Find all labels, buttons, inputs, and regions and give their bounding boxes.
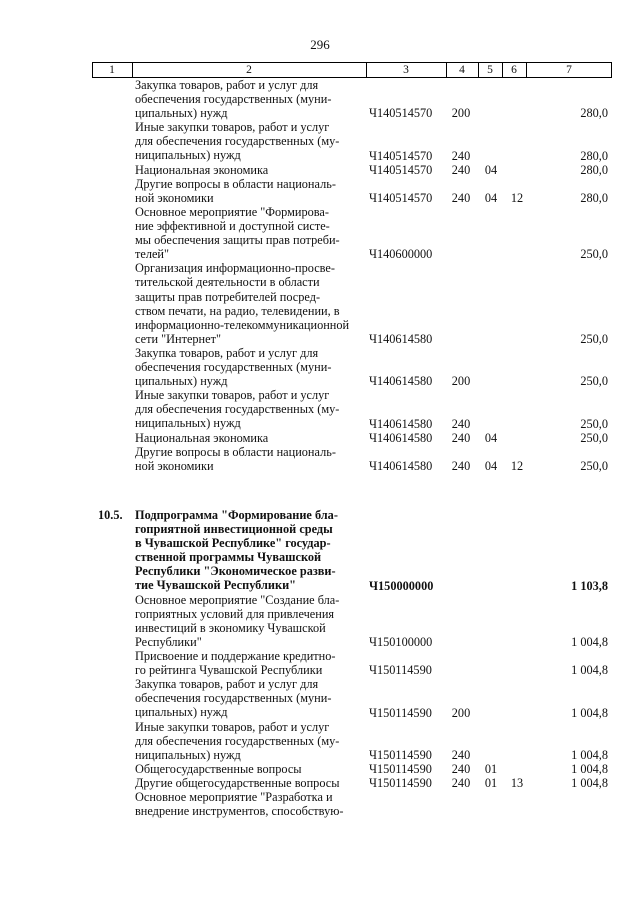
expense-type: 200 xyxy=(451,106,471,121)
row-values xyxy=(0,579,640,593)
row-values xyxy=(0,748,640,762)
header-col-1: 1 xyxy=(109,64,115,76)
row-name-line: ством печати, на радио, телевидении, в xyxy=(135,303,340,318)
target-article-code: Ч140514570 xyxy=(369,106,433,121)
table-row xyxy=(0,649,640,677)
row-name-line: ципальных) нужд xyxy=(135,374,228,389)
row-name-line: в Чувашской Республике" государ- xyxy=(135,536,331,551)
row-name-line: Присвоение и поддержание кредитно- xyxy=(135,649,336,663)
table-row xyxy=(0,163,640,177)
expense-type: 240 xyxy=(451,416,471,431)
section-code: 01 xyxy=(484,761,498,776)
row-values xyxy=(0,106,640,120)
row-name-line: Закупка товаров, работ и услуг для xyxy=(135,677,319,692)
row-name-line: Подпрограмма "Формирование бла- xyxy=(135,508,338,522)
target-article-code: Ч150114590 xyxy=(369,747,432,762)
section-code: 04 xyxy=(484,458,498,473)
row-name-line: для обеспечения государственных (му- xyxy=(135,733,340,748)
row-name-line: Другие вопросы в области националь- xyxy=(135,444,336,459)
target-article-code: Ч150114590 xyxy=(369,663,432,678)
row-name-line: Национальная экономика xyxy=(135,430,269,445)
row-name-line: обеспечения государственных (муни- xyxy=(135,92,332,107)
table-row xyxy=(0,431,640,445)
row-values xyxy=(0,762,640,776)
amount: 1 004,8 xyxy=(571,747,608,762)
row-name-line: Закупка товаров, работ и услуг для xyxy=(135,78,319,92)
amount: 250,0 xyxy=(580,458,608,473)
target-article-code: Ч140614580 xyxy=(369,331,433,346)
target-article-code: Ч140614580 xyxy=(369,458,433,473)
amount: 1 103,8 xyxy=(571,578,608,593)
target-article-code: Ч140600000 xyxy=(369,247,433,262)
row-name-line: Иные закупки товаров, работ и услуг xyxy=(135,388,330,403)
header-col-3: 3 xyxy=(403,64,409,76)
target-article-code: Ч150100000 xyxy=(369,634,433,649)
row-name-line: Республики" xyxy=(135,634,202,649)
row-values xyxy=(0,332,640,346)
row-name-line: сети "Интернет" xyxy=(135,331,221,346)
expense-type: 240 xyxy=(451,430,471,445)
table-row xyxy=(0,78,640,120)
header-col-4: 4 xyxy=(459,64,465,76)
table-row xyxy=(0,508,640,593)
amount: 1 004,8 xyxy=(571,634,608,649)
row-name-line: Закупка товаров, работ и услуг для xyxy=(135,346,319,360)
table-row xyxy=(0,720,640,762)
expense-type: 240 xyxy=(451,776,471,790)
table-row xyxy=(0,388,640,430)
row-name-line: ниципальных) нужд xyxy=(135,416,241,431)
target-article-code: Ч140514570 xyxy=(369,162,433,177)
header-col-2: 2 xyxy=(246,64,252,76)
header-col-6: 6 xyxy=(511,64,517,76)
row-name-line: инвестиций в экономику Чувашской xyxy=(135,620,326,635)
target-article-code: Ч150000000 xyxy=(369,578,434,593)
expense-type: 240 xyxy=(451,458,471,473)
table-row xyxy=(0,261,640,346)
row-name-line: ниципальных) нужд xyxy=(135,148,241,163)
row-values xyxy=(0,163,640,177)
section-code: 04 xyxy=(484,430,498,445)
subsection-code: 13 xyxy=(510,776,524,790)
row-name-line: ние эффективной и доступной систе- xyxy=(135,219,330,234)
row-values xyxy=(0,635,640,649)
table-row xyxy=(0,205,640,261)
amount: 1 004,8 xyxy=(571,776,608,790)
amount: 250,0 xyxy=(580,331,608,346)
target-article-code: Ч140514570 xyxy=(369,190,433,205)
table-row xyxy=(0,762,640,776)
row-name-line: Республики "Экономическое разви- xyxy=(135,564,336,579)
row-name-line: для обеспечения государственных (му- xyxy=(135,402,340,417)
expense-type: 240 xyxy=(451,747,471,762)
amount: 280,0 xyxy=(580,148,608,163)
row-values xyxy=(0,804,640,818)
row-values xyxy=(0,706,640,720)
amount: 1 004,8 xyxy=(571,761,608,776)
row-name-line: Иные закупки товаров, работ и услуг xyxy=(135,120,330,135)
row-name-line: ципальных) нужд xyxy=(135,106,228,121)
table-row xyxy=(0,790,640,818)
row-values xyxy=(0,459,640,473)
row-name-line: обеспечения государственных (муни- xyxy=(135,691,332,706)
row-name-line: ственной программы Чувашской xyxy=(135,550,322,565)
header-col-5: 5 xyxy=(487,64,493,76)
expense-type: 240 xyxy=(451,148,471,163)
expense-type: 200 xyxy=(451,374,471,389)
table-row xyxy=(0,445,640,473)
row-name-line: ной экономики xyxy=(135,458,214,473)
row-name-line: мы обеспечения защиты прав потреби- xyxy=(135,233,340,248)
amount: 280,0 xyxy=(580,190,608,205)
row-name-line: защиты прав потребителей посред- xyxy=(135,289,321,304)
section-code: 04 xyxy=(484,190,498,205)
amount: 250,0 xyxy=(580,430,608,445)
row-name-line: обеспечения государственных (муни- xyxy=(135,360,332,375)
row-number: 10.5. xyxy=(98,508,123,522)
expense-type: 200 xyxy=(451,705,471,720)
row-name-line: го рейтинга Чувашской Республики xyxy=(135,663,323,678)
row-values xyxy=(0,374,640,388)
row-values xyxy=(0,149,640,163)
row-name-line: Основное мероприятие "Создание бла- xyxy=(135,592,340,607)
row-name-line: Другие общегосударственные вопросы xyxy=(135,776,340,790)
row-name-line: ной экономики xyxy=(135,190,214,205)
subsection-code: 12 xyxy=(510,458,524,473)
table-row xyxy=(0,677,640,719)
row-name-line: Основное мероприятие "Разработка и xyxy=(135,790,333,805)
row-name-line: гоприятных условий для привлечения xyxy=(135,606,335,621)
row-name-line: телей" xyxy=(135,247,170,262)
header-col-7: 7 xyxy=(566,64,572,76)
target-article-code: Ч140614580 xyxy=(369,416,433,431)
row-name-line: гоприятной инвестиционной среды xyxy=(135,522,333,537)
target-article-code: Ч150114590 xyxy=(369,776,432,790)
row-name-line: внедрение инструментов, способствую- xyxy=(135,804,344,819)
row-values xyxy=(0,431,640,445)
section-code: 01 xyxy=(484,776,498,790)
row-name-line: Другие вопросы в области националь- xyxy=(135,176,336,191)
expense-type: 240 xyxy=(451,162,471,177)
row-name-line: тительской деятельности в области xyxy=(135,275,320,290)
target-article-code: Ч140614580 xyxy=(369,430,433,445)
row-name-line: ниципальных) нужд xyxy=(135,747,241,762)
row-name-line: Основное мероприятие "Формирова- xyxy=(135,205,329,219)
row-values xyxy=(0,663,640,677)
table-row xyxy=(0,177,640,205)
section-code: 04 xyxy=(484,162,498,177)
subsection-code: 12 xyxy=(510,190,524,205)
row-values xyxy=(0,191,640,205)
table-header xyxy=(92,62,612,78)
target-article-code: Ч150114590 xyxy=(369,761,432,776)
table-row xyxy=(0,346,640,388)
table-row xyxy=(0,593,640,649)
amount: 280,0 xyxy=(580,162,608,177)
row-name-line: Иные закупки товаров, работ и услуг xyxy=(135,719,330,734)
amount: 250,0 xyxy=(580,374,608,389)
target-article-code: Ч150114590 xyxy=(369,705,432,720)
row-values xyxy=(0,247,640,261)
row-name-line: Национальная экономика xyxy=(135,162,269,177)
amount: 250,0 xyxy=(580,247,608,262)
row-name-line: Организация информационно-просве- xyxy=(135,261,335,276)
expense-type: 240 xyxy=(451,190,471,205)
row-name-line: для обеспечения государственных (му- xyxy=(135,134,340,149)
row-name-line: ципальных) нужд xyxy=(135,705,228,720)
table-row xyxy=(0,776,640,790)
target-article-code: Ч140514570 xyxy=(369,148,433,163)
amount: 1 004,8 xyxy=(571,663,608,678)
row-values xyxy=(0,417,640,431)
expense-type: 240 xyxy=(451,761,471,776)
table-row xyxy=(0,120,640,162)
amount: 250,0 xyxy=(580,416,608,431)
target-article-code: Ч140614580 xyxy=(369,374,433,389)
row-values xyxy=(0,776,640,790)
amount: 1 004,8 xyxy=(571,705,608,720)
row-name-line: информационно-телекоммуникационной xyxy=(135,317,350,332)
page-number: 296 xyxy=(310,37,330,52)
amount: 280,0 xyxy=(580,106,608,121)
row-name-line: Общегосударственные вопросы xyxy=(135,761,302,776)
row-name-line: тие Чувашской Республики" xyxy=(135,578,297,593)
